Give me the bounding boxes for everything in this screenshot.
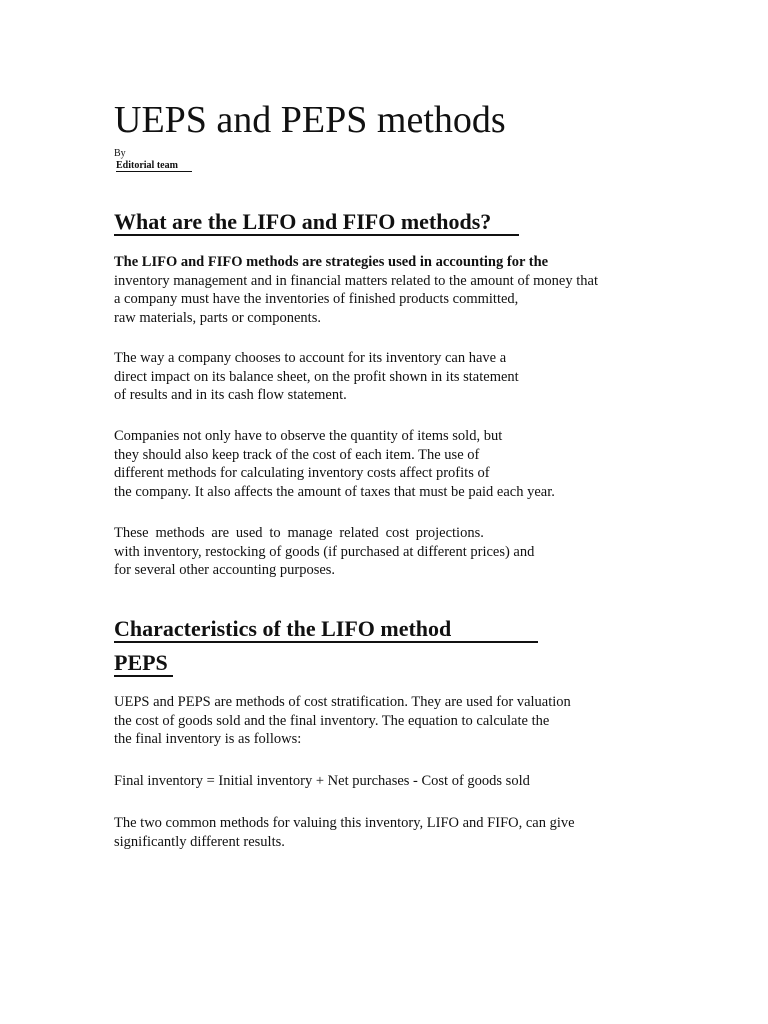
paragraph [114,693,571,749]
paragraph [114,814,575,851]
byline-label: By [114,148,126,159]
paragraph-line: raw materials, parts or components. [114,309,321,326]
paragraph-line: of results and in its cash flow statement. [114,387,347,404]
section-subheading-text: PEPS [114,651,173,677]
inventory-formula: Final inventory = Initial inventory + Net purchases - Cost of goods sold [114,773,530,789]
author-name [116,160,192,172]
section-heading-lifo-fifo [114,209,519,236]
paragraph-line: The way a company chooses to account for its inventory can have a [114,350,507,366]
paragraph-line: different methods for calculating inventory costs affect profits of [114,465,490,482]
paragraph [114,524,534,580]
paragraph-line: they should also keep track of the cost of each item. The use of [114,446,480,463]
paragraph-line: the company. It also affects the amount of taxes that must be paid each year. [114,483,555,500]
paragraph [114,253,598,327]
paragraph-line: for several other accounting purposes. [114,562,336,579]
paragraph-line: These methods are used to manage related cost projections. [114,525,484,541]
paragraph-line: a company must have the inventories of finished products committed, [114,291,519,308]
section-heading-lifo-characteristics [114,616,538,643]
paragraph-line: significantly different results. [114,833,285,850]
paragraph-line: with inventory, restocking of goods (if purchased at different prices) and [114,543,535,560]
paragraph [114,349,519,405]
paragraph-line: the cost of goods sold and the final inventory. The equation to calculate the [114,712,550,729]
paragraph-line: the final inventory is as follows: [114,731,302,748]
paragraph-line: UEPS and PEPS are methods of cost stratification. They are used for valuation [114,694,571,710]
paragraph-lead-line: The LIFO and FIFO methods are strategies used in accounting for the [114,254,549,270]
paragraph-line: The two common methods for valuing this inventory, LIFO and FIFO, can give [114,815,575,831]
document-title: UEPS and PEPS methods [114,99,506,141]
paragraph-line: direct impact on its balance sheet, on the profit shown in its statement [114,368,519,385]
paragraph-line: Companies not only have to observe the quantity of items sold, but [114,428,503,444]
paragraph-line: inventory management and in financial matters related to the amount of money that [114,272,598,289]
section-heading-text: What are the LIFO and FIFO methods? [114,210,519,236]
section-subheading-peps [114,650,173,677]
section-heading-text: Characteristics of the LIFO method [114,617,538,643]
author-name-text: Editorial team [116,160,192,172]
paragraph [114,427,555,501]
